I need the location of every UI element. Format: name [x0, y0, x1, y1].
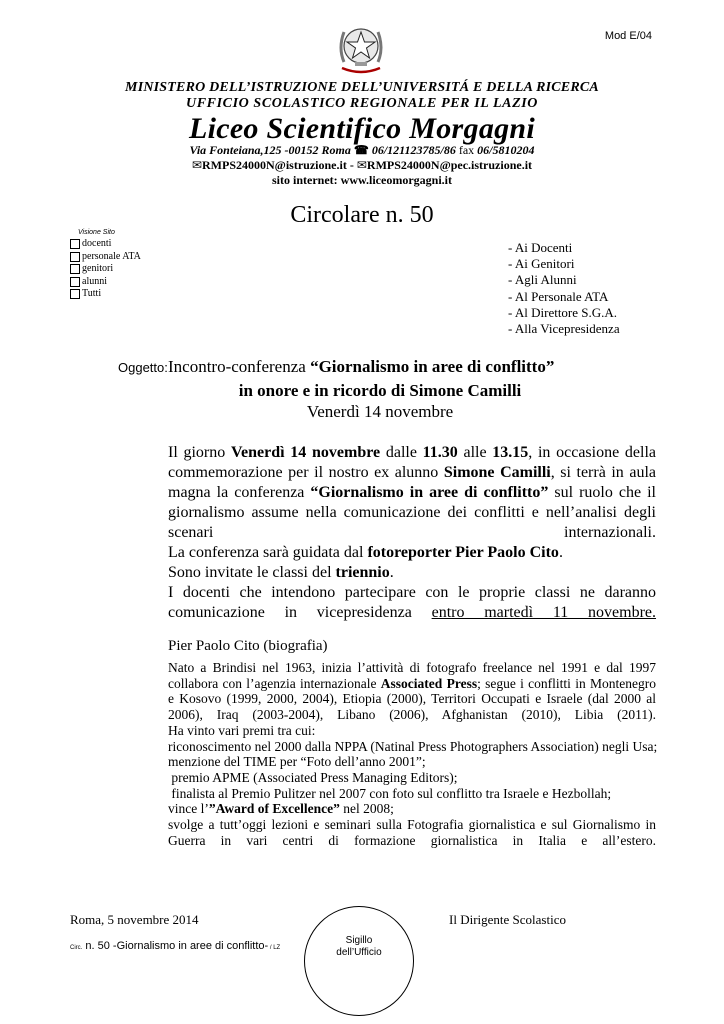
award-prefix: vince l’ [168, 801, 209, 817]
visione-item-label: personale ATA [82, 250, 141, 262]
checkbox[interactable] [70, 252, 80, 262]
text-run: Il giorno [168, 444, 231, 461]
visione-item [70, 288, 141, 301]
award-name: ”Award of Excellence” [208, 801, 340, 817]
subject-line-3: Venerdì 14 novembre [306, 402, 454, 421]
email-line [0, 158, 724, 173]
mail-icon: ✉ [191, 158, 203, 172]
mail-icon: ✉ [356, 158, 367, 172]
bio-awards [168, 723, 656, 802]
text-run: dalle [380, 444, 423, 461]
text-run: , in occasione della commemorazione per il nostro ex alunno [168, 444, 656, 481]
visione-item [70, 238, 141, 251]
visione-item [70, 251, 141, 264]
model-code: Mod E/04 [604, 30, 652, 42]
subject-prefix: Incontro-conferenza [168, 357, 306, 376]
checkbox[interactable] [70, 239, 80, 249]
biography [168, 660, 656, 848]
fax: 06/5810204 [477, 143, 535, 157]
recipients-list [508, 240, 620, 337]
subject-line-2: in onore e in ricordo di Simone Camilli [238, 381, 522, 400]
bold-text: 13.15 [492, 444, 529, 461]
text-run: La conferenza sarà guidata dal [168, 544, 368, 561]
bold-text: Associated Press [380, 675, 478, 691]
bold-text: Venerdì 14 novembre [230, 444, 381, 461]
bold-text: “Giornalismo in aree di conflitto” [310, 484, 549, 501]
bio-line: riconoscimento nel 2000 dalla NPPA (Natinal Press Photographers Association) negli Usa; [168, 738, 658, 754]
bio-paragraph [168, 660, 656, 723]
visione-item-label: Tutti [82, 288, 102, 299]
bio-line: menzione del TIME per “Foto dell’anno 2001”; [168, 754, 426, 770]
seal-line-1: Sigillo [345, 935, 373, 946]
visione-item-label: genitori [82, 263, 114, 274]
recipient-item: - Ai Docenti [508, 240, 573, 255]
place-date: Roma, 5 novembre 2014 [70, 912, 199, 927]
circular-title: Circolare n. 50 [290, 202, 434, 228]
text-run: . [389, 564, 394, 581]
fax-label: fax [458, 143, 475, 157]
website-line[interactable]: sito internet: www.liceomorgagni.it [272, 173, 452, 187]
text-run: Sono invitate le classi del [168, 564, 336, 581]
recipient-item: - Agli Alunni [508, 272, 577, 288]
bold-text: fotoreporter Pier Paolo Cito [367, 544, 559, 561]
circular-body [168, 443, 656, 623]
document-reference [70, 940, 280, 952]
address: Via Fonteiana,125 -00152 Roma [189, 143, 351, 157]
text-run: ; segue i conflitti in Montenegro e Kosovo (1999, 2000, 2004), Etiopia (2000), Territori Occupati e Israele (dal 2000 al 2006), Iraq (2003-2004), Libano (2006), Afghanistan (2010), Libia (2011). [168, 675, 656, 723]
school-name: Liceo Scientifico Morgagni [188, 112, 536, 145]
pec-email-link[interactable]: RMPS24000N@pec.istruzione.it [366, 158, 533, 172]
seal-line-2: dell’Ufficio [336, 947, 382, 958]
checkbox[interactable] [70, 277, 80, 287]
ref-initials: / LZ [268, 945, 281, 951]
italian-republic-emblem [334, 18, 388, 78]
bold-text: triennio [335, 564, 390, 581]
checkbox[interactable] [70, 289, 80, 299]
underlined-text: entro martedì 11 novembre. [431, 604, 657, 621]
bold-text: Simone Camilli [443, 464, 551, 481]
address-line [0, 143, 724, 158]
phone: 06/121123785/86 [371, 143, 456, 157]
bio-award-line [168, 801, 656, 817]
recipient-item: - Alla Vicepresidenza [508, 321, 620, 337]
regional-office-heading: UFFICIO SCOLASTICO REGIONALE PER IL LAZIO [186, 96, 538, 111]
subject-line-1 [168, 357, 554, 377]
body-paragraph-2 [168, 543, 656, 563]
subject-title: “Giornalismo in aree di conflitto” [310, 357, 555, 376]
award-suffix: nel 2008; [339, 801, 394, 817]
bold-text: 11.30 [422, 444, 458, 461]
text-run: sul ruolo che il giornalismo assume nella comunicazione dei conflitti e nell’analisi degli scenari internazionali. [168, 484, 656, 541]
recipient-item: - Al Direttore S.G.A. [508, 304, 618, 320]
visione-item-label: docenti [82, 238, 112, 249]
email-separator: - [349, 158, 354, 172]
bio-title: Pier Paolo Cito (biografia) [168, 638, 328, 654]
visione-item-label: alunni [82, 275, 107, 287]
body-paragraph-4 [168, 583, 656, 623]
visione-item [70, 276, 141, 289]
bio-line: finalista al Premio Pulitzer nel 2007 con foto sul conflitto tra Israele e Hezbollah; [168, 785, 612, 801]
text-run: I docenti che intendono partecipare con le proprie classi ne daranno comunicazione in vicepresidenza [168, 584, 656, 621]
text-run: , si terrà in aula magna la conferenza [168, 464, 656, 501]
office-seal-circle [304, 906, 414, 1016]
text-run: . [558, 544, 563, 561]
signatory: Il Dirigente Scolastico [449, 912, 566, 927]
bio-last-paragraph: svolge a tutt’oggi lezioni e seminari sulla Fotografia giornalistica e sul Giornalismo in Guerra in vari centri di formazione giornalistica in Italia e all’estero. [168, 817, 656, 848]
visione-item [70, 263, 141, 276]
body-paragraph-3 [168, 563, 656, 583]
visione-sito-label: Visione Sito [78, 229, 115, 236]
body-paragraph-1 [168, 443, 656, 543]
subject-label: Oggetto: [118, 360, 168, 375]
visione-checklist [70, 238, 141, 301]
recipient-item: - Ai Genitori [508, 256, 575, 272]
recipient-item: - Al Personale ATA [508, 288, 609, 304]
bio-line: Ha vinto vari premi tra cui: [168, 722, 316, 738]
ref-circ: Circ. [70, 945, 83, 951]
checkbox[interactable] [70, 264, 80, 274]
phone-icon: ☎ [353, 143, 369, 157]
text-run: alle [457, 444, 493, 461]
bio-line: premio APME (Associated Press Managing Editors); [168, 769, 458, 785]
ministry-heading: MINISTERO DELL’ISTRUZIONE DELL’UNIVERSITÁ E DELLA RICERCA [125, 80, 599, 95]
email-link[interactable]: RMPS24000N@istruzione.it [202, 158, 347, 172]
ref-main: n. 50 -Giornalismo in aree di conflitto- [82, 940, 269, 952]
text-run: Nato a Brindisi nel 1963, inizia l’attività di fotografo freelance nel 1991 e dal 1997 collabora con l’agenzia internazionale [168, 660, 656, 691]
